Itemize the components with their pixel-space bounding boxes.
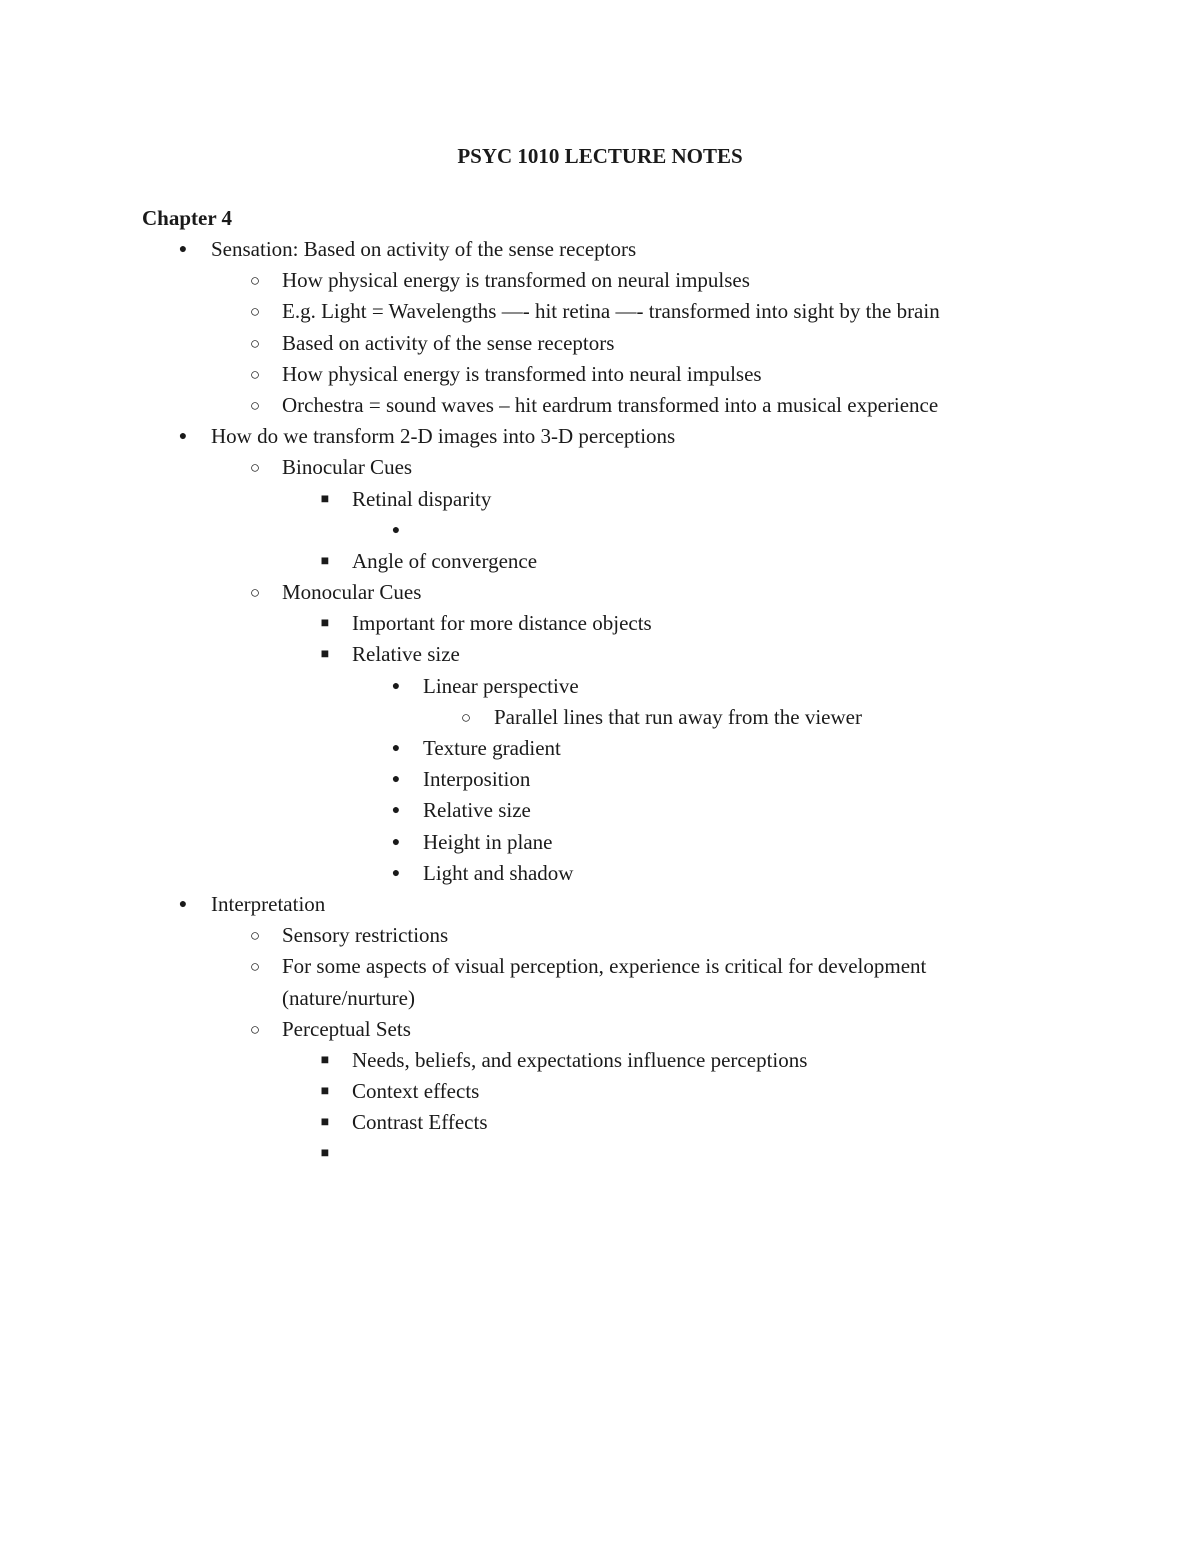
outline-item: [0, 795, 1200, 826]
outline-item-text: Texture gradient: [423, 736, 561, 760]
circle-bullet-icon: ○: [249, 395, 261, 415]
outline-item: [0, 1138, 1200, 1169]
outline-item: [0, 608, 1200, 639]
outline-item: [0, 421, 1200, 452]
outline-item-text: Parallel lines that run away from the viewer: [494, 704, 862, 729]
disc-bullet-icon: ●: [391, 772, 401, 788]
square-bullet-icon: ■: [320, 1052, 330, 1068]
outline-item-text: For some aspects of visual perception, experience is critical for development (nature/nurture): [282, 954, 927, 1010]
circle-bullet-icon: ○: [249, 1019, 261, 1039]
square-bullet-icon: ■: [320, 1084, 330, 1100]
square-bullet-icon: ■: [320, 616, 330, 632]
outline-item: [0, 920, 1200, 951]
outline-item: [0, 1045, 1200, 1076]
outline-item-text: Interpretation: [211, 891, 326, 916]
square-bullet-icon: ■: [320, 553, 330, 569]
lecture-outline: [0, 234, 1200, 1170]
outline-item-text: Light and shadow: [423, 860, 574, 885]
outline-item-text: Needs, beliefs, and expectations influence perceptions: [352, 1047, 808, 1072]
outline-item: [0, 296, 1200, 327]
disc-bullet-icon: ●: [391, 865, 401, 881]
disc-bullet-icon: ●: [178, 242, 188, 257]
circle-bullet-icon: ○: [249, 926, 261, 946]
outline-item: [0, 1076, 1200, 1107]
outline-item-text: Sensory restrictions: [282, 923, 449, 948]
outline-item: [0, 390, 1200, 421]
chapter-heading: Chapter 4: [142, 206, 233, 230]
outline-item-text: Angle of convergence: [352, 548, 538, 573]
square-bullet-icon: ■: [320, 647, 330, 663]
outline-item: [0, 452, 1200, 483]
outline-item: [0, 546, 1200, 577]
outline-item-text: Relative size: [423, 798, 531, 823]
outline-item-text: Important for more distance objects: [352, 611, 652, 636]
circle-bullet-icon: ○: [249, 333, 261, 353]
outline-item: [0, 671, 1200, 702]
outline-item-text: How physical energy is transformed on neural impulses: [282, 268, 750, 293]
disc-bullet-icon: ●: [391, 741, 401, 756]
outline-item: [0, 827, 1200, 858]
circle-bullet-icon: ○: [249, 364, 261, 384]
outline-item-text: Retinal disparity: [352, 486, 492, 511]
outline-item: [0, 328, 1200, 359]
outline-item-text: Context effects: [352, 1079, 480, 1104]
disc-bullet-icon: ●: [391, 834, 401, 850]
outline-item-text: Linear perspective: [423, 673, 579, 698]
outline-item-text: Binocular Cues: [282, 455, 413, 480]
outline-item: [0, 265, 1200, 296]
circle-bullet-icon: ○: [249, 583, 261, 603]
outline-item-text: Relative size: [352, 642, 460, 667]
disc-bullet-icon: ●: [178, 896, 188, 912]
outline-item: [0, 733, 1200, 764]
square-bullet-icon: ■: [320, 491, 330, 507]
circle-bullet-icon: ○: [460, 707, 472, 727]
outline-item-text: Sensation: Based on activity of the sense receptors: [211, 237, 637, 261]
outline-item: [0, 639, 1200, 670]
outline-item: [0, 1107, 1200, 1138]
square-bullet-icon: ■: [320, 1146, 330, 1162]
circle-bullet-icon: ○: [249, 271, 261, 291]
outline-item-text: Orchestra = sound waves – hit eardrum transformed into a musical experience: [282, 392, 939, 417]
circle-bullet-icon: ○: [249, 302, 261, 322]
outline-item: [0, 1014, 1200, 1045]
circle-bullet-icon: ○: [249, 957, 261, 977]
outline-item: [0, 764, 1200, 795]
disc-bullet-icon: ●: [391, 678, 401, 694]
outline-item: [0, 889, 1200, 920]
outline-item-text: How do we transform 2-D images into 3-D perceptions: [211, 424, 676, 449]
circle-bullet-icon: ○: [249, 458, 261, 478]
disc-bullet-icon: ●: [391, 803, 401, 819]
outline-item: [0, 951, 1200, 1013]
disc-bullet-icon: ●: [391, 522, 401, 538]
outline-item: [0, 515, 1200, 546]
outline-item: [0, 484, 1200, 515]
outline-item: [0, 577, 1200, 608]
outline-item-text: Based on activity of the sense receptors: [282, 330, 615, 355]
outline-item-text: Perceptual Sets: [282, 1016, 411, 1041]
outline-item-text: How physical energy is transformed into neural impulses: [282, 361, 762, 386]
outline-item-text: E.g. Light = Wavelengths —- hit retina —- transformed into sight by the brain: [282, 299, 940, 324]
disc-bullet-icon: ●: [178, 429, 188, 445]
outline-item: [0, 702, 1200, 733]
outline-item: [0, 858, 1200, 889]
outline-item-text: Height in plane: [423, 829, 553, 854]
outline-item-text: Monocular Cues: [282, 580, 422, 605]
outline-item: [0, 359, 1200, 390]
outline-item-text: Interposition: [423, 767, 531, 792]
page-title: PSYC 1010 LECTURE NOTES: [457, 144, 743, 168]
square-bullet-icon: ■: [320, 1115, 330, 1131]
outline-item: [0, 234, 1200, 265]
outline-item-text: Contrast Effects: [352, 1110, 488, 1135]
